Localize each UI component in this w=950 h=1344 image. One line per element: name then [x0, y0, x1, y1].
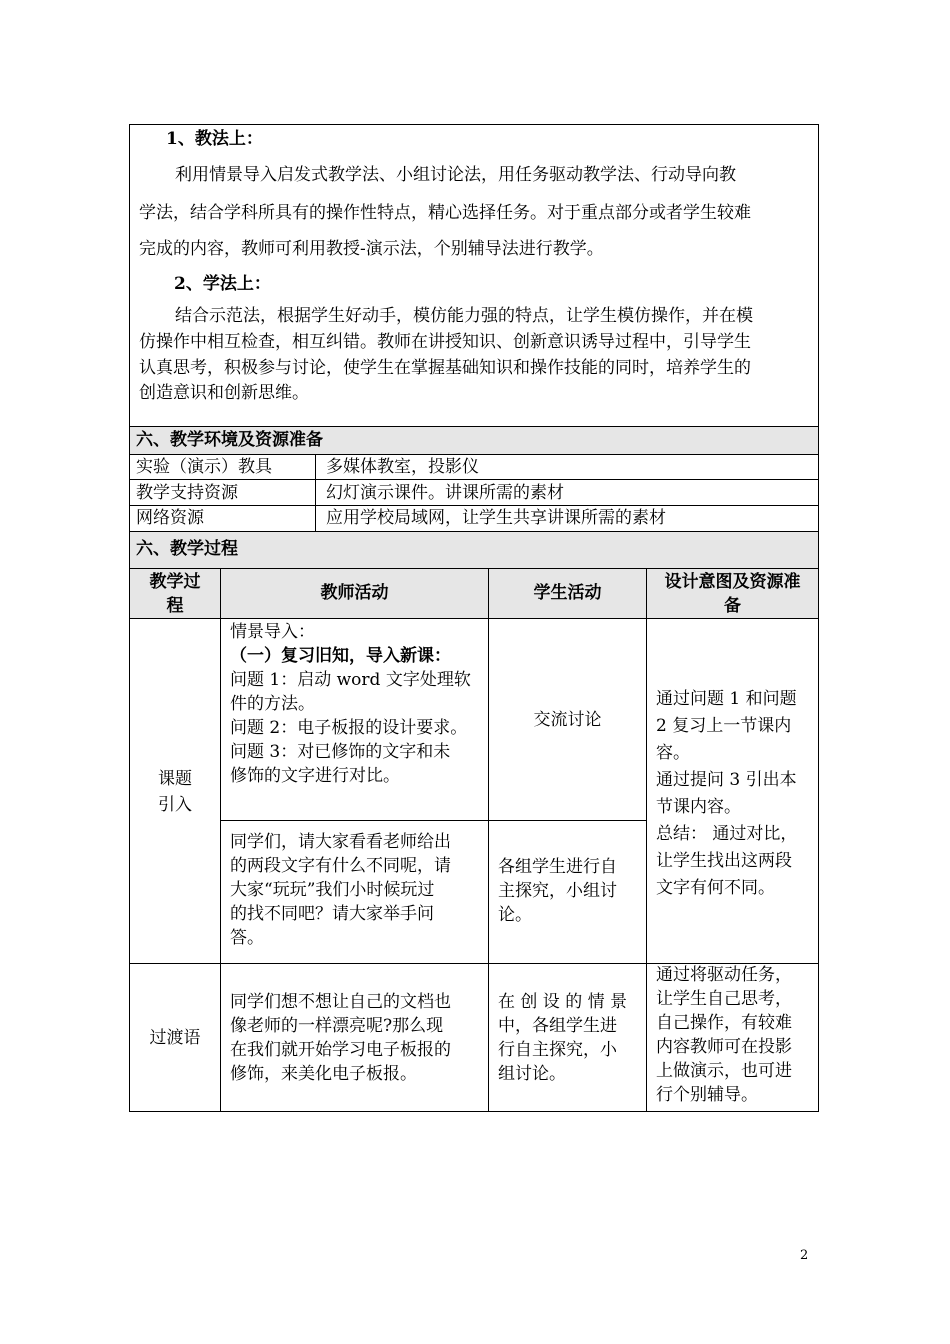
intro-design-line: 总结： 通过对比，	[656, 824, 798, 844]
intro-teacher-a	[230, 620, 486, 788]
transition-student-line: 行自主探究，小	[498, 1040, 617, 1060]
teach-method-line-2: 学法，结合学科所具有的操作性特点，精心选择任务。对于重点部分或者学生较难	[139, 203, 751, 223]
transition-student-line: 组讨论。	[498, 1064, 566, 1084]
intro-student-b-line: 主探究，小组讨	[498, 881, 617, 901]
transition-design-line: 内容教师可在投影	[656, 1037, 792, 1057]
intro-student-b-line: 各组学生进行自	[498, 857, 617, 877]
intro-teacher-a-line: 情景导入：	[230, 622, 315, 642]
intro-stage-line2: 引入	[158, 795, 192, 815]
intro-design	[656, 686, 816, 902]
learn-method-line-1: 结合示范法，根据学生好动手，模仿能力强的特点，让学生模仿操作，并在模	[175, 306, 753, 326]
env-value-2: 幻灯演示课件。讲课所需的素材	[326, 483, 564, 503]
transition-design-line: 自己操作，有较难	[656, 1013, 792, 1033]
process-col-divider-2	[488, 568, 489, 1112]
transition-teacher	[230, 990, 486, 1086]
transition-stage: 过渡语	[149, 1028, 201, 1048]
intro-teacher-b-line: 同学们，请大家看看老师给出	[230, 832, 451, 852]
intro-design-line: 节课内容。	[656, 797, 741, 817]
transition-design-line: 行个别辅导。	[656, 1085, 758, 1105]
col-header-design-line1: 设计意图及资源准	[664, 572, 801, 592]
intro-design-line: 文字有何不同。	[656, 878, 775, 898]
col-header-student: 学生活动	[533, 583, 602, 603]
intro-teacher-a-line: 问题 2：电子板报的设计要求。	[230, 718, 468, 738]
intro-teacher-b-line: 答。	[230, 928, 264, 948]
intro-design-line: 容。	[656, 743, 690, 763]
process-col-divider-1	[220, 568, 221, 1112]
rule-intro-split	[220, 820, 646, 821]
intro-teacher-a-line: 问题 1：启动 word 文字处理软	[230, 670, 471, 690]
learn-method-heading: 2、学法上：	[174, 274, 271, 294]
table-top-border	[129, 124, 819, 125]
env-heading: 六、教学环境及资源准备	[136, 430, 323, 450]
transition-design-line: 上做演示，也可进	[656, 1061, 792, 1081]
rule-env-row3	[129, 531, 819, 532]
transition-design	[656, 963, 816, 1107]
intro-design-line: 通过问题 1 和问题	[656, 689, 797, 709]
intro-teacher-a-line: 问题 3：对已修饰的文字和未	[230, 742, 451, 762]
env-value-3: 应用学校局域网，让学生共享讲课所需的素材	[326, 508, 666, 528]
teach-method-line-1: 利用情景导入启发式教学法、小组讨论法，用任务驱动教学法、行动导向教	[175, 165, 736, 185]
rule-column-header-bottom	[129, 618, 819, 619]
process-col-divider-3	[646, 568, 647, 1112]
rule-env-top	[129, 426, 819, 427]
transition-design-line: 让学生自己思考，	[656, 989, 792, 1009]
intro-teacher-b	[230, 830, 486, 950]
intro-design-line: 让学生找出这两段	[656, 851, 792, 871]
transition-teacher-line: 同学们想不想让自己的文档也	[230, 992, 451, 1012]
intro-teacher-a-line: 件的方法。	[230, 694, 315, 714]
transition-student-line: 中，各组学生进	[498, 1016, 617, 1036]
transition-teacher-line: 在我们就开始学习电子板报的	[230, 1040, 451, 1060]
intro-stage	[130, 766, 220, 818]
env-column-divider	[315, 454, 316, 531]
env-value-1: 多媒体教室，投影仪	[326, 457, 479, 477]
table-bottom-border	[129, 1111, 819, 1112]
page-number: 2	[800, 1248, 809, 1263]
intro-teacher-b-line: 大家“玩玩”我们小时候玩过	[230, 880, 435, 900]
env-label-3: 网络资源	[136, 508, 204, 528]
col-header-teacher: 教师活动	[320, 583, 389, 603]
col-header-stage	[130, 570, 220, 618]
env-label-1: 实验（演示）教具	[136, 457, 272, 477]
intro-design-line: 通过提问 3 引出本	[656, 770, 797, 790]
learn-method-line-4: 创造意识和创新思维。	[139, 383, 309, 403]
learn-method-line-3: 认真思考，积极参与讨论，使学生在掌握基础知识和操作技能的同时，培养学生的	[139, 358, 751, 378]
col-header-design	[647, 570, 818, 618]
col-header-stage-line1: 教学过	[149, 572, 201, 592]
intro-teacher-b-line: 的两段文字有什么不同呢，请	[230, 856, 451, 876]
col-header-design-line2: 备	[724, 596, 741, 616]
transition-teacher-line: 修饰，来美化电子板报。	[230, 1064, 417, 1084]
rule-process-heading-bottom	[129, 568, 819, 569]
intro-student-b-line: 论。	[498, 905, 532, 925]
env-label-2: 教学支持资源	[136, 483, 238, 503]
intro-student-a: 交流讨论	[533, 710, 602, 730]
transition-student	[498, 990, 644, 1086]
col-header-stage-line2: 程	[166, 596, 184, 616]
teach-method-line-3: 完成的内容，教师可利用教授-演示法，个别辅导法进行教学。	[139, 239, 604, 259]
transition-student-line: 在 创 设 的 情 景	[498, 992, 628, 1012]
intro-teacher-b-line: 的找不同吧？请大家举手问	[230, 904, 434, 924]
transition-teacher-line: 像老师的一样漂亮呢?那么现	[230, 1016, 444, 1036]
intro-stage-line1: 课题	[158, 769, 192, 789]
intro-student-b	[498, 855, 644, 927]
intro-teacher-a-subheading: （一）复习旧知，导入新课：	[230, 646, 451, 666]
transition-design-line: 通过将驱动任务，	[656, 965, 792, 985]
learn-method-line-2: 仿操作中相互检查，相互纠错。教师在讲授知识、创新意识诱导过程中，引导学生	[139, 332, 751, 352]
teach-method-heading: 1、教法上：	[166, 129, 263, 149]
process-heading: 六、教学过程	[136, 539, 238, 559]
rule-env-row1	[129, 479, 819, 480]
intro-teacher-a-line: 修饰的文字进行对比。	[230, 766, 400, 786]
intro-design-line: 2 复习上一节课内	[656, 716, 792, 736]
